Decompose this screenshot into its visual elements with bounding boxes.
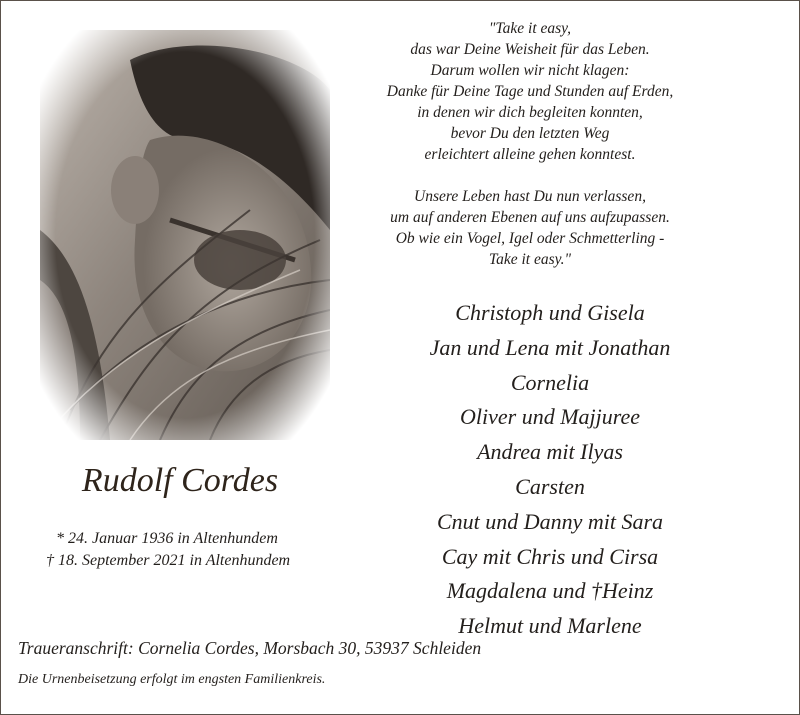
memorial-poem — [360, 18, 700, 270]
life-dates — [46, 528, 346, 572]
birth-date: * 24. Januar 1936 in Altenhundem — [56, 530, 278, 547]
mourner-entry: Magdalena und †Heinz — [446, 578, 654, 604]
mourner-entry: Cay mit Chris und Cirsa — [441, 543, 659, 569]
poem-line: Danke für Deine Tage und Stunden auf Erden, — [386, 83, 674, 100]
portrait-image — [40, 30, 330, 440]
mourner-entry: Helmut und Marlene — [458, 613, 642, 639]
mourning-address: Traueranschrift: Cornelia Cordes, Morsbach 30, 53937 Schleiden — [18, 638, 482, 658]
deceased-name: Rudolf Cordes — [81, 462, 279, 499]
poem-line: das war Deine Weisheit für das Leben. — [410, 41, 650, 58]
burial-note: Die Urnenbeisetzung erfolgt im engsten Familienkreis. — [18, 672, 326, 687]
poem-line: Ob wie ein Vogel, Igel oder Schmetterling - — [395, 230, 665, 247]
portrait-photo — [40, 30, 330, 440]
mourner-entry: Oliver und Majjuree — [459, 404, 641, 430]
mourner-entry: Cornelia — [510, 369, 590, 395]
mourner-entry: Jan und Lena mit Jonathan — [429, 334, 671, 360]
poem-line: Take it easy." — [488, 251, 572, 268]
poem-line: in denen wir dich begleiten konnten, — [417, 104, 643, 121]
mourner-entry: Carsten — [515, 473, 585, 499]
poem-stanza — [360, 18, 700, 165]
poem-line: um auf anderen Ebenen auf uns aufzupassen. — [390, 209, 670, 226]
mourner-entry: Cnut und Danny mit Sara — [436, 508, 664, 534]
mourner-entry: Christoph und Gisela — [455, 300, 645, 325]
poem-line: erleichtert alleine gehen konntest. — [424, 146, 636, 163]
death-date: † 18. September 2021 in Altenhundem — [46, 552, 291, 569]
poem-line: Unsere Leben hast Du nun verlassen, — [414, 188, 646, 205]
mourners-list — [380, 296, 720, 644]
poem-line: bevor Du den letzten Weg — [450, 125, 610, 142]
poem-stanza — [360, 186, 700, 270]
poem-line: "Take it easy, — [488, 20, 572, 37]
mourner-entry: Andrea mit Ilyas — [477, 439, 623, 465]
poem-line: Darum wollen wir nicht klagen: — [430, 62, 630, 79]
